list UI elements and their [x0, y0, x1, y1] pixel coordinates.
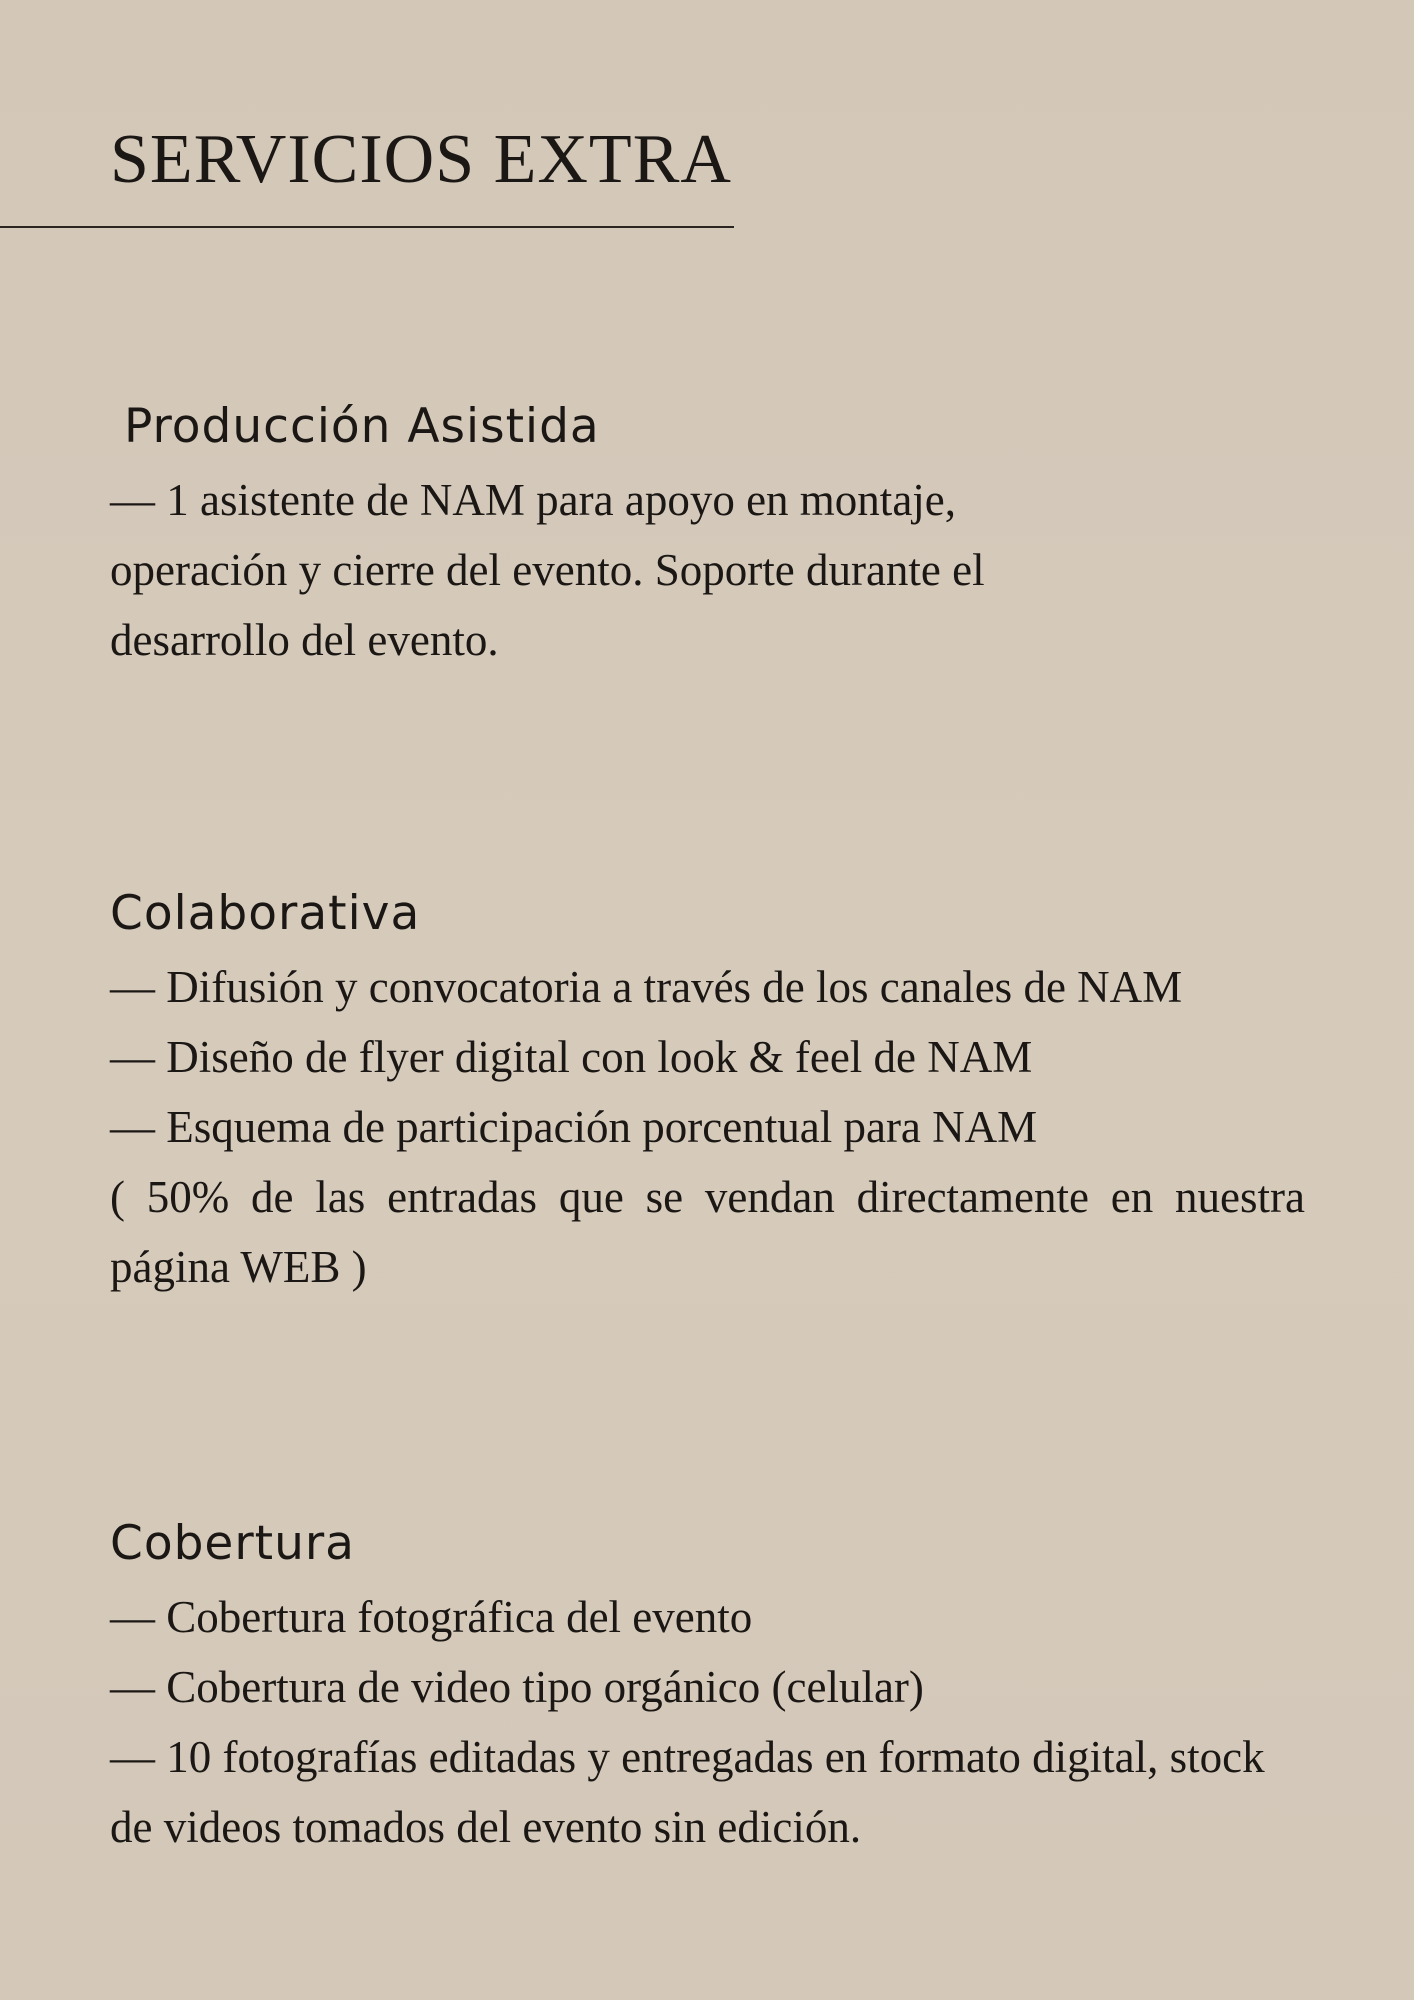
section-body	[110, 465, 1305, 675]
body-line: operación y cierre del evento. Soporte durante el	[110, 545, 985, 595]
body-line: desarrollo del evento.	[110, 615, 499, 665]
section-colaborativa	[110, 882, 1305, 1302]
section-produccion-asistida	[110, 395, 1305, 675]
section-cobertura	[110, 1512, 1305, 1862]
section-body	[110, 952, 1305, 1302]
page-title: SERVICIOS EXTRA	[110, 121, 732, 198]
section-heading: Colaborativa	[110, 886, 421, 941]
section-body	[110, 1582, 1305, 1862]
section-heading: Cobertura	[110, 1516, 355, 1571]
body-line: página WEB )	[110, 1242, 367, 1292]
body-line: de videos tomados del evento sin edición.	[110, 1802, 862, 1852]
body-line: — Esquema de participación porcentual para NAM	[110, 1102, 1038, 1152]
body-line: — Cobertura fotográfica del evento	[110, 1592, 753, 1642]
body-line: — Cobertura de video tipo orgánico (celular)	[110, 1662, 924, 1712]
body-line: — Diseño de flyer digital con look & feel de NAM	[110, 1032, 1033, 1082]
body-line: ( 50% de las entradas que se vendan directamente en nuestra	[110, 1172, 1305, 1222]
body-line: — 1 asistente de NAM para apoyo en montaje,	[110, 475, 957, 525]
title-underline-divider	[0, 226, 734, 228]
section-heading: Producción Asistida	[124, 399, 600, 454]
body-line: — 10 fotografías editadas y entregadas en formato digital, stock	[110, 1732, 1265, 1782]
body-line: — Difusión y convocatoria a través de los canales de NAM	[110, 962, 1183, 1012]
